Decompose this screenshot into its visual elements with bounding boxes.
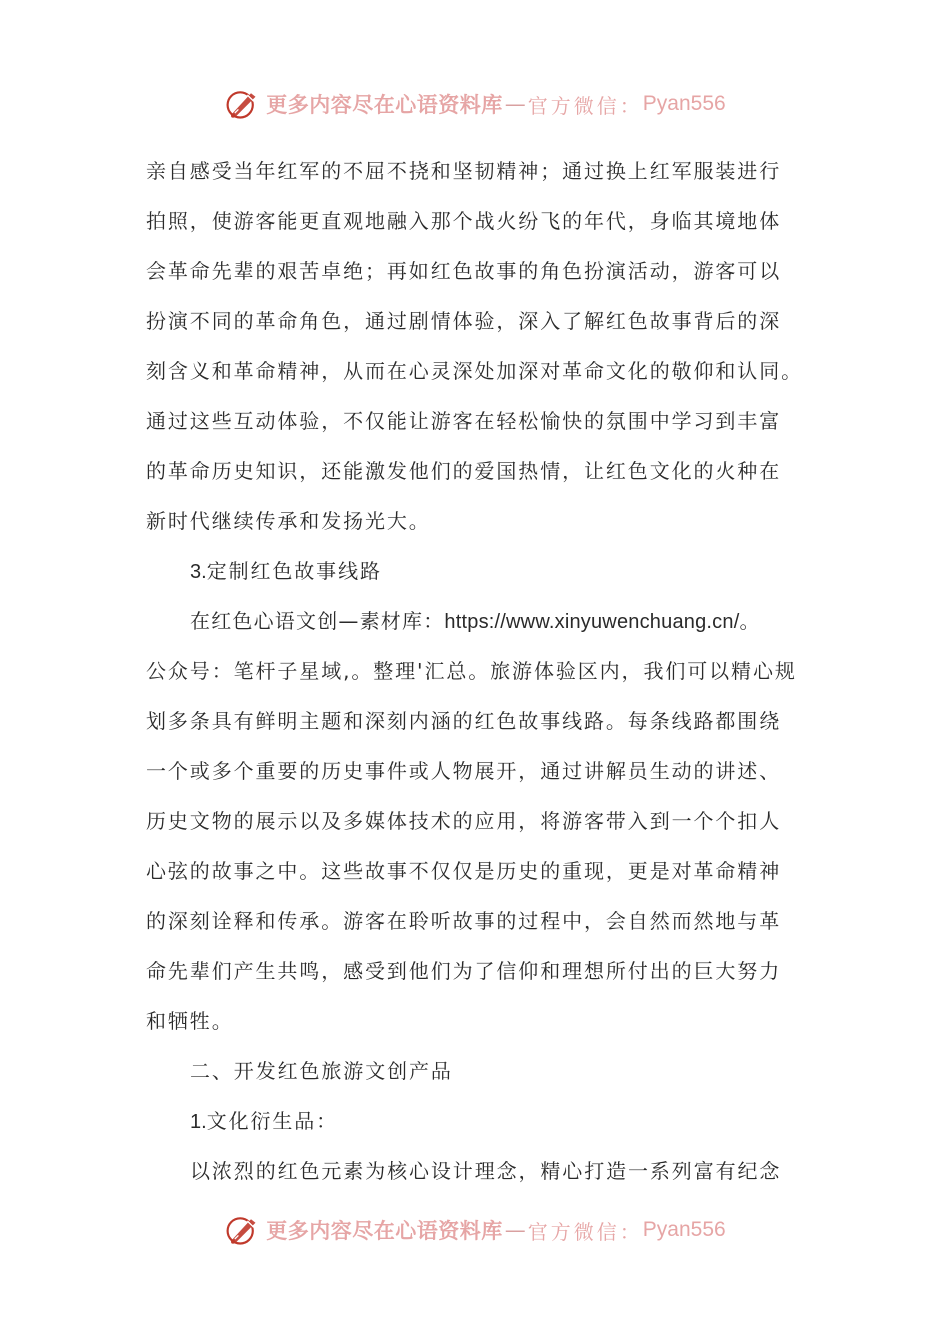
- paragraph-line: 和牺牲。: [146, 1009, 234, 1033]
- subheading-1-text: 文化衍生品：: [206, 1109, 339, 1133]
- document-body: [146, 146, 816, 1196]
- paragraph-line: 历史文物的展示以及多媒体技术的应用，将游客带入到一个个扣人: [146, 809, 782, 833]
- section-heading-3: [146, 546, 816, 596]
- heading-3-text: 定制红色故事线路: [206, 559, 382, 583]
- paragraph-line: 命先辈们产生共鸣，感受到他们为了信仰和理想所付出的巨大努力: [146, 959, 782, 983]
- paragraph-line: 心弦的故事之中。这些故事不仅仅是历史的重现，更是对革命精神: [146, 859, 782, 883]
- source-line: [146, 596, 816, 646]
- paragraph-line: 一个或多个重要的历史事件或人物展开，通过讲解员生动的讲述、: [146, 759, 782, 783]
- paragraph-line: 公众号：笔杆子星域,。整理'汇总。旅游体验区内，我们可以精心规: [146, 659, 797, 683]
- heading-3-number: 3.: [190, 561, 207, 583]
- header-official-label: 官方微信：: [527, 93, 643, 118]
- subheading-1-number: 1.: [190, 1111, 207, 1133]
- paragraph-line: 划多条具有鲜明主题和深刻内涵的红色故事线路。每条线路都围绕: [146, 709, 782, 733]
- section-heading-2: 二、开发红色旅游文创产品: [190, 1059, 453, 1083]
- paragraph-line: 亲自感受当年红军的不屈不挠和坚韧精神；通过换上红军服装进行: [146, 159, 782, 183]
- paragraph-line: 的革命历史知识，还能激发他们的爱国热情，让红色文化的火种在: [146, 459, 782, 483]
- source-prefix: 在红色心语文创—素材库：: [190, 609, 445, 633]
- paragraph-line: 通过这些互动体验，不仅能让游客在轻松愉快的氛围中学习到丰富: [146, 409, 782, 433]
- paragraph-line: 刻含义和革命精神，从而在心灵深处加深对革命文化的敬仰和认同。: [146, 359, 803, 383]
- source-suffix: 。: [739, 609, 761, 633]
- pen-nib-logo-icon: [224, 86, 260, 122]
- paragraph-line: 的深刻诠释和传承。游客在聆听故事的过程中，会自然而然地与革: [146, 909, 782, 933]
- header-brand-text: 更多内容尽在心语资料库: [266, 92, 503, 117]
- header-dash: —: [504, 92, 526, 116]
- header-wechat-id: Pyan556: [642, 92, 726, 115]
- source-url-link[interactable]: https://www.xinyuwenchuang.cn/: [444, 611, 740, 633]
- paragraph-line: 新时代继续传承和发扬光大。: [146, 509, 431, 533]
- pen-nib-logo-icon: [224, 1212, 260, 1248]
- paragraph-line: 扮演不同的革命角色，通过剧情体验，深入了解红色故事背后的深: [146, 309, 782, 333]
- header-banner: [0, 84, 950, 124]
- footer-wechat-id: Pyan556: [642, 1218, 726, 1241]
- footer-official-label: 官方微信：: [527, 1219, 643, 1244]
- footer-banner: [0, 1210, 950, 1250]
- paragraph-line: 以浓烈的红色元素为核心设计理念，精心打造一系列富有纪念: [190, 1159, 782, 1183]
- footer-dash: —: [504, 1218, 526, 1242]
- subheading-1: [146, 1096, 816, 1146]
- paragraph-line: 会革命先辈的艰苦卓绝；再如红色故事的角色扮演活动，游客可以: [146, 259, 782, 283]
- paragraph-line: 拍照，使游客能更直观地融入那个战火纷飞的年代，身临其境地体: [146, 209, 782, 233]
- footer-brand-text: 更多内容尽在心语资料库: [266, 1218, 503, 1243]
